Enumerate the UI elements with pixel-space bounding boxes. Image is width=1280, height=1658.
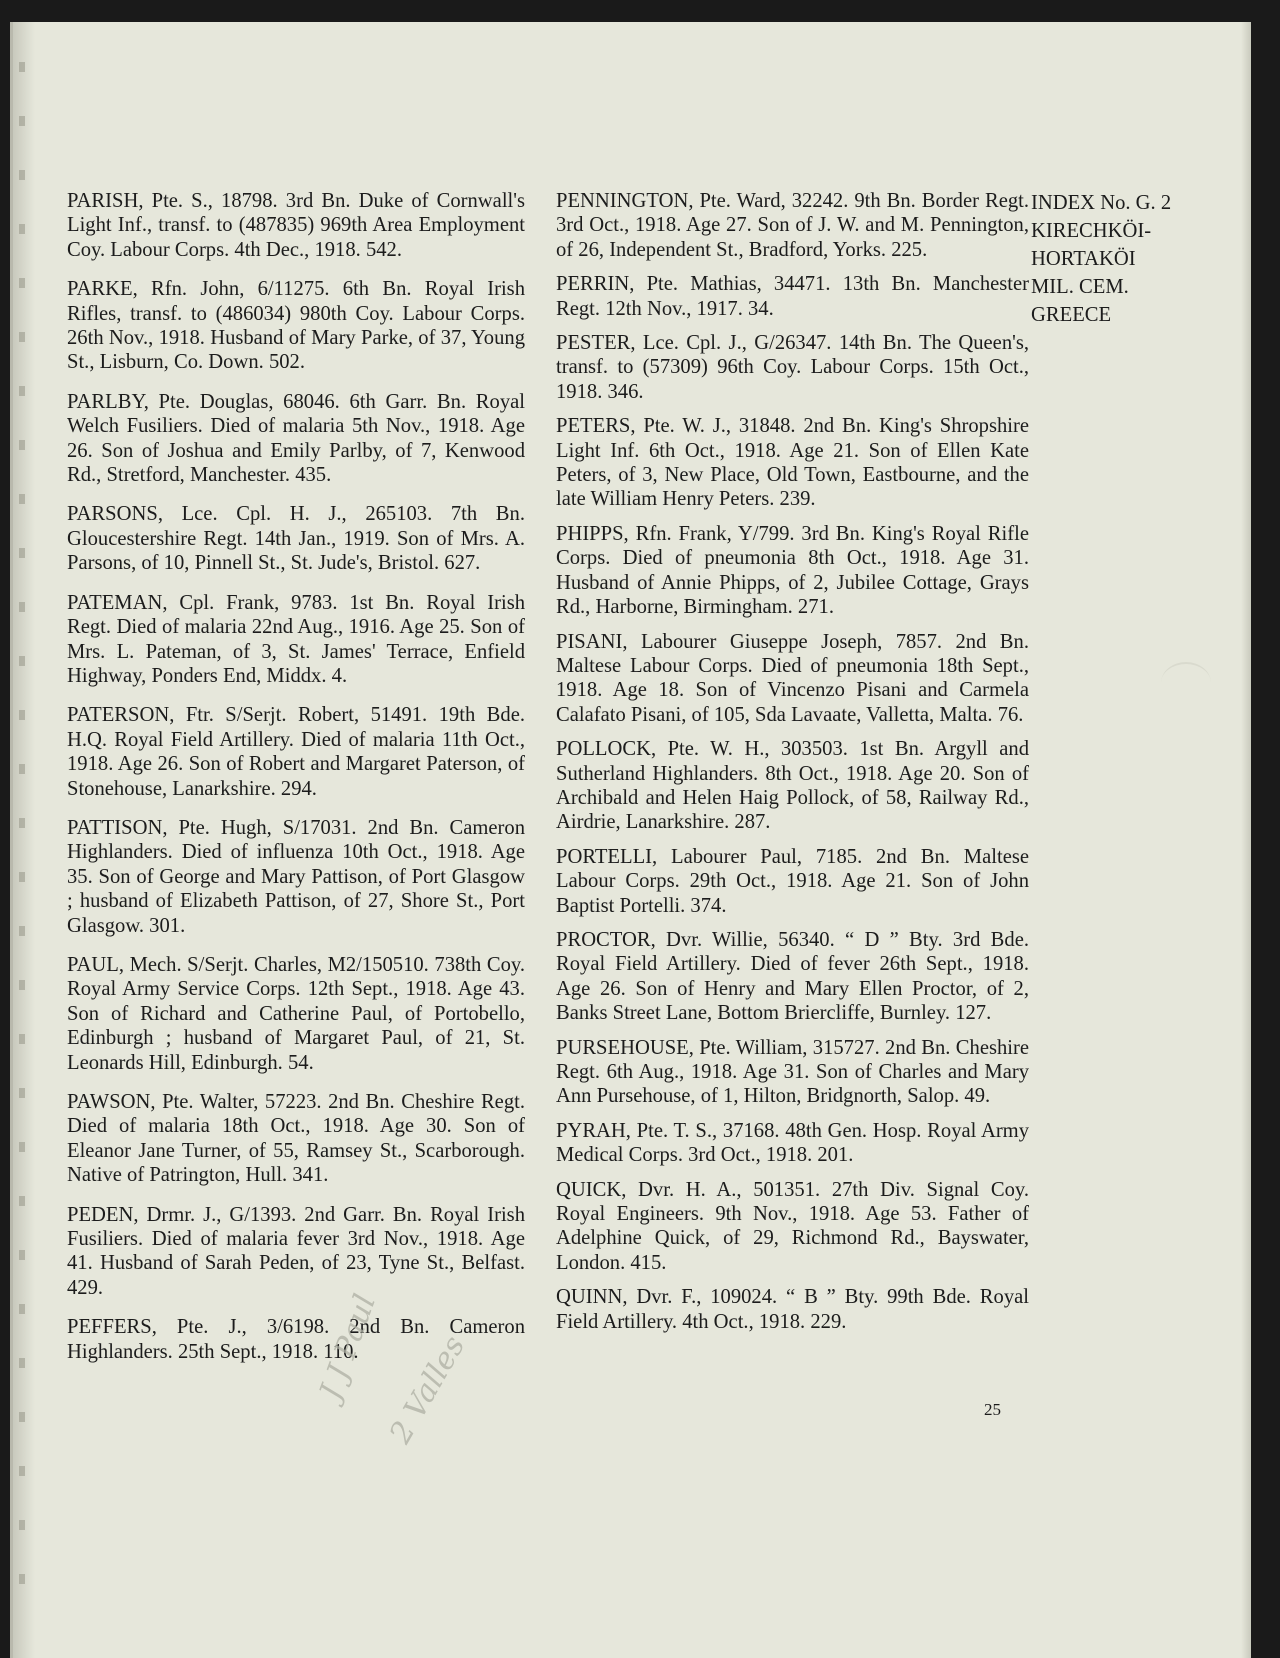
casualty-entry: PARISH, Pte. S., 18798. 3rd Bn. Duke of Cornwall's Light Inf., transf. to (487835) 969th Area Employment Coy. Labour Corps. 4th Dec., 1918. 542. <box>67 190 525 261</box>
casualty-entry: PHIPPS, Rfn. Frank, Y/799. 3rd Bn. King's Royal Rifle Corps. Died of pneumonia 8th Oct., 1918. Age 31. Husband of Annie Phipps, of 2, Jubilee Cottage, Grays Rd., Harborne, Birmingham. 271. <box>556 522 1029 619</box>
casualty-entry: PROCTOR, Dvr. Willie, 56340. “ D ” Bty. 3rd Bde. Royal Field Artillery. Died of fever 26th Sept., 1918. Age 26. Son of Henry and Mary Ellen Proctor, of 2, Banks Street Lane, Bottom Briercliffe, Burnley. 127. <box>556 928 1029 1025</box>
casualty-entry: PARKE, Rfn. John, 6/11275. 6th Bn. Royal Irish Rifles, transf. to (486034) 980th Coy. Labour Corps. 26th Nov., 1918. Husband of Mary Parke, of 37, Young St., Lisburn, Co. Down. 502. <box>67 278 525 374</box>
casualty-entry: PATEMAN, Cpl. Frank, 9783. 1st Bn. Royal Irish Regt. Died of malaria 22nd Aug., 1916. Age 25. Son of Mrs. L. Pateman, of 3, St. James' Terrace, Enfield Highway, Ponders End, Middx. 4. <box>67 591 525 687</box>
casualty-entry: PAWSON, Pte. Walter, 57223. 2nd Bn. Cheshire Regt. Died of malaria 18th Oct., 1918. Age 30. Son of Eleanor Jane Turner, of 55, Ramsey St., Scarborough. Native of Patrington, Hull. 341. <box>67 1091 525 1187</box>
casualty-entry: PESTER, Lce. Cpl. J., G/26347. 14th Bn. The Queen's, transf. to (57309) 96th Coy. Labour Corps. 15th Oct., 1918. 346. <box>556 332 1029 403</box>
casualty-entry: PURSEHOUSE, Pte. William, 315727. 2nd Bn. Cheshire Regt. 6th Aug., 1918. Age 31. Son of Charles and Mary Ann Pursehouse, of 1, Hilton, Bridgnorth, Salop. 49. <box>556 1036 1029 1108</box>
pencil-annotation <box>313 1289 593 1522</box>
casualty-entry: POLLOCK, Pte. W. H., 303503. 1st Bn. Argyll and Sutherland Highlanders. 8th Oct., 1918. Age 20. Son of Archibald and Helen Haig Pollock, of 58, Railway Rd., Airdrie, Lanarkshire. 287. <box>556 738 1029 834</box>
binding-marks <box>19 62 25 1622</box>
casualty-entry: PETERS, Pte. W. J., 31848. 2nd Bn. King's Shropshire Light Inf. 6th Oct., 1918. Age 21. Son of Ellen Kate Peters, of 3, New Place, Old Town, Eastbourne, and the late William Henry Peters. 239. <box>556 415 1029 511</box>
casualty-entry: QUINN, Dvr. F., 109024. “ B ” Bty. 99th Bde. Royal Field Artillery. 4th Oct., 1918. 229. <box>556 1286 1029 1333</box>
casualty-entry: PARLBY, Pte. Douglas, 68046. 6th Garr. Bn. Royal Welch Fusiliers. Died of malaria 5th Nov., 1918. Age 26. Son of Joshua and Emily Parlby, of 7, Kenwood Rd., Stretford, Manchester. 435. <box>67 390 525 487</box>
casualty-entry: PORTELLI, Labourer Paul, 7185. 2nd Bn. Maltese Labour Corps. 29th Oct., 1918. Age 21. Son of John Baptist Portelli. 374. <box>556 845 1029 917</box>
document-page <box>10 22 1251 1658</box>
cemetery-name-line1: KIRECHKÖI- <box>1031 220 1152 242</box>
index-number: INDEX No. G. 2 <box>1031 192 1172 214</box>
page-number: 25 <box>984 1400 1001 1419</box>
casualty-entry: PEDEN, Drmr. J., G/1393. 2nd Garr. Bn. Royal Irish Fusiliers. Died of malaria fever 3rd Nov., 1918. Age 41. Husband of Sarah Peden, of 23, Tyne St., Belfast. 429. <box>67 1203 525 1299</box>
cemetery-type: MIL. CEM. <box>1031 276 1129 298</box>
casualty-entry: PARSONS, Lce. Cpl. H. J., 265103. 7th Bn. Gloucestershire Regt. 14th Jan., 1919. Son of Mrs. A. Parsons, of 10, Pinnell St., St. Jude's, Bristol. 627. <box>67 503 525 575</box>
cemetery-index-heading <box>1031 189 1231 329</box>
country: GREECE <box>1031 304 1112 326</box>
middle-column <box>556 189 1029 1344</box>
casualty-entry: QUICK, Dvr. H. A., 501351. 27th Div. Signal Coy. Royal Engineers. 9th Nov., 1918. Age 53. Father of Adelphine Quick, of 29, Richmond Rd., Bayswater, London. 415. <box>556 1178 1029 1274</box>
cemetery-name-line2: HORTAKÖI <box>1031 248 1136 270</box>
casualty-entry: PENNINGTON, Pte. Ward, 32242. 9th Bn. Border Regt. 3rd Oct., 1918. Age 27. Son of J. W. and M. Pennington, of 26, Independent St., Bradford, Yorks. 225. <box>556 190 1029 261</box>
page-edge <box>1241 22 1251 1658</box>
casualty-entry: PYRAH, Pte. T. S., 37168. 48th Gen. Hosp. Royal Army Medical Corps. 3rd Oct., 1918. 201. <box>556 1119 1029 1167</box>
casualty-entry: PATTISON, Pte. Hugh, S/17031. 2nd Bn. Cameron Highlanders. Died of influenza 10th Oct., 1918. Age 35. Son of George and Mary Pattison, of Port Glasgow ; husband of Elizabeth Pattison, of 27, Shore St., Port Glasgow. 301. <box>67 816 525 937</box>
casualty-entry: PATERSON, Ftr. S/Serjt. Robert, 51491. 19th Bde. H.Q. Royal Field Artillery. Died of malaria 11th Oct., 1918. Age 26. Son of Robert and Margaret Paterson, of Stonehouse, Lanarkshire. 294. <box>67 704 525 800</box>
handwriting-line: 2 Valles <box>383 1330 473 1450</box>
handwriting-line: J J Paul <box>313 1289 384 1404</box>
casualty-entry: PEFFERS, Pte. J., 3/6198. 2nd Bn. Cameron Highlanders. 25th Sept., 1918. 110. <box>67 1316 525 1363</box>
casualty-entry: PERRIN, Pte. Mathias, 34471. 13th Bn. Manchester Regt. 12th Nov., 1917. 34. <box>556 273 1029 320</box>
left-column <box>67 189 525 1379</box>
pencil-mark <box>1161 662 1211 704</box>
casualty-entry: PAUL, Mech. S/Serjt. Charles, M2/150510. 738th Coy. Royal Army Service Corps. 12th Sept., 1918. Age 43. Son of Richard and Catherine Paul, of Portobello, Edinburgh ; husband of Margaret Paul, of 21, St. Leonards Hill, Edinburgh. 54. <box>67 953 525 1074</box>
casualty-entry: PISANI, Labourer Giuseppe Joseph, 7857. 2nd Bn. Maltese Labour Corps. Died of pneumonia 18th Sept., 1918. Age 18. Son of Vincenzo Pisani and Carmela Calafato Pisani, of 105, Sda Lavaate, Valletta, Malta. 76. <box>556 630 1029 726</box>
